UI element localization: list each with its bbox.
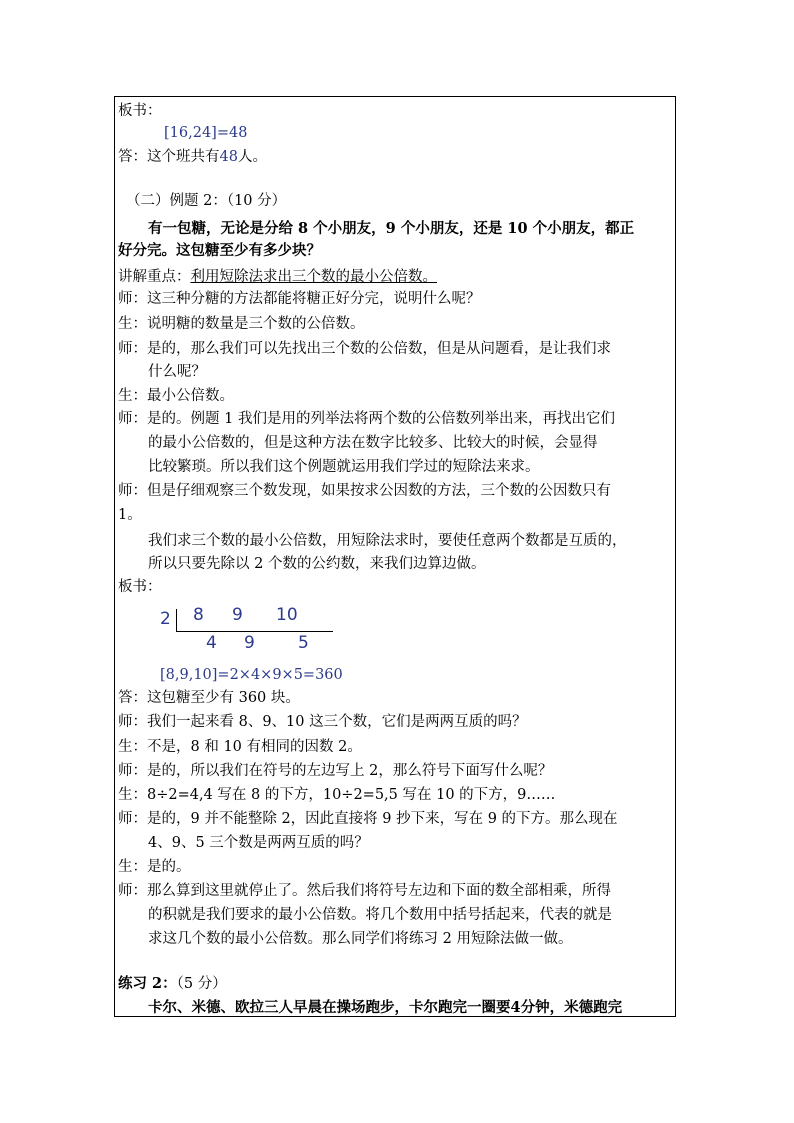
dialogue-line: 所以只要先除以 2 个数的公约数，来我们边算边做。	[148, 556, 486, 572]
short-division	[160, 603, 360, 659]
dialogue-line: 的最小公倍数的，但是这种方法在数字比较多、比较大的时候，会显得	[148, 435, 598, 451]
answer-1: 答：这个班共有48人。	[118, 149, 267, 165]
dialogue-line: 师：是的。例题 1 我们是用的列举法将两个数的公倍数列举出来，再找出它们	[118, 411, 615, 427]
example-2-problem-1: 有一包糖，无论是分给 8 个小朋友，9 个小朋友，还是 10 个小朋友，都正	[148, 220, 635, 237]
example-2-heading: （二）例题 2：（10 分）	[126, 193, 287, 209]
division-bottom-number: 9	[244, 633, 255, 653]
board-label-2: 板书：	[118, 579, 162, 595]
dialogue-line: 师：是的，9 并不能整除 2，因此直接将 9 抄下来，写在 9 的下方。那么现在	[118, 811, 618, 827]
document-frame	[114, 96, 676, 1017]
dialogue-line: 生：是的。	[118, 859, 191, 875]
division-top-number: 8	[193, 605, 204, 625]
dialogue-line: 生：最小公倍数。	[118, 388, 234, 404]
dialogue-line: 1。	[118, 507, 142, 523]
lcm-16-24: [16,24]=48	[164, 125, 248, 141]
dialogue-line: 师：我们一起来看 8、9、10 这三个数，它们是两两互质的吗？	[118, 714, 527, 730]
dialogue-line: 师：那么算到这里就停止了。然后我们将符号左边和下面的数全部相乘，所得	[118, 883, 611, 899]
division-bottom-number: 4	[206, 633, 217, 653]
division-top-number: 10	[276, 605, 298, 625]
lcm-result: [8,9,10]=2×4×9×5=360	[160, 667, 343, 683]
answer-2: 答：这包糖至少有 360 块。	[118, 690, 300, 706]
board-label-1: 板书：	[118, 103, 162, 119]
dialogue-line: 比较繁琐。所以我们这个例题就运用我们学过的短除法来求。	[148, 459, 540, 475]
dialogue-line: 4、9、5 三个数是两两互质的吗？	[148, 835, 369, 851]
dialogue-line: 师：是的，那么我们可以先找出三个数的公倍数，但是从问题看，是让我们求	[118, 341, 611, 357]
key-point: 讲解重点：利用短除法求出三个数的最小公倍数。	[118, 269, 437, 285]
dialogue-line: 的积就是我们要求的最小公倍数。将几个数用中括号括起来，代表的就是	[148, 907, 612, 923]
exercise-2-problem: 卡尔、米德、欧拉三人早晨在操场跑步，卡尔跑完一圈要4分钟，米德跑完	[148, 999, 623, 1016]
exercise-2-heading: 练习 2：（5 分）	[118, 975, 227, 992]
dialogue-line: 生：8÷2=4,4 写在 8 的下方，10÷2=5,5 写在 10 的下方，9……	[118, 787, 556, 803]
dialogue-line: 我们求三个数的最小公倍数，用短除法求时，要使任意两个数都是互质的，	[148, 533, 627, 549]
dialogue-line: 师：是的，所以我们在符号的左边写上 2，那么符号下面写什么呢？	[118, 763, 553, 779]
division-top-number: 9	[232, 605, 243, 625]
dialogue-line: 什么呢？	[148, 364, 206, 380]
dialogue-line: 求这几个数的最小公倍数。那么同学们将练习 2 用短除法做一做。	[148, 931, 573, 947]
division-divisor: 2	[160, 609, 171, 629]
dialogue-line: 师：这三种分糖的方法都能将糖正好分完，说明什么呢？	[118, 291, 481, 307]
dialogue-line: 师：但是仔细观察三个数发现，如果按求公因数的方法，三个数的公因数只有	[118, 483, 611, 499]
example-2-problem-2: 好分完。这包糖至少有多少块？	[118, 242, 321, 259]
division-bottom-number: 5	[298, 633, 309, 653]
dialogue-line: 生：说明糖的数量是三个数的公倍数。	[118, 316, 365, 332]
dialogue-line: 生：不是，8 和 10 有相同的因数 2。	[118, 739, 362, 755]
